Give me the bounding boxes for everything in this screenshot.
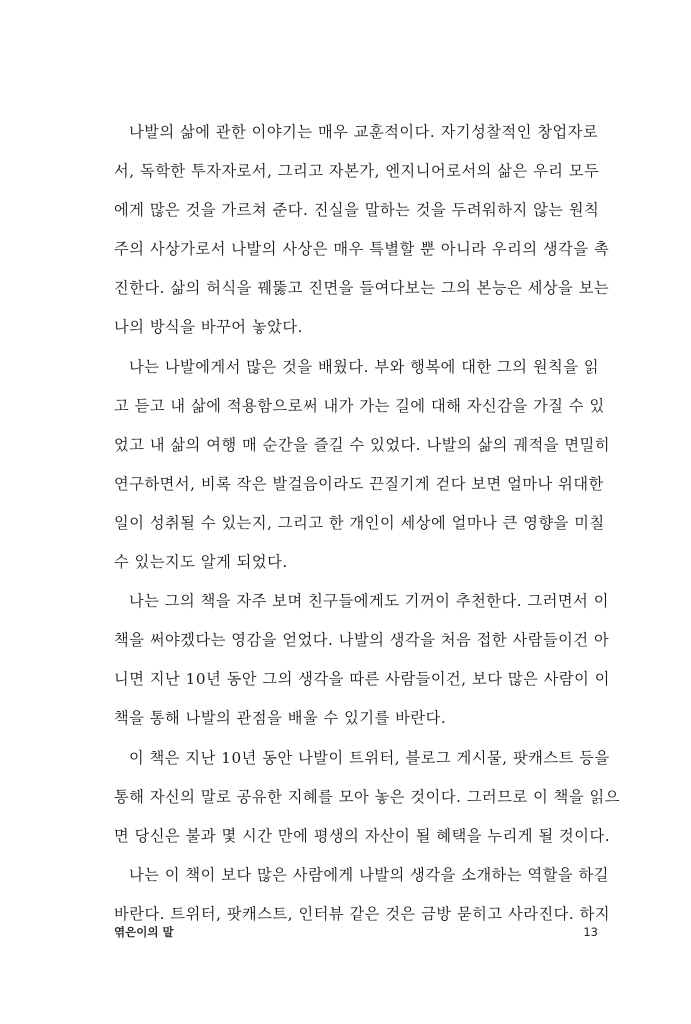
text-line: 니면 지난 10년 동안 그의 생각을 따른 사람들이건, 보다 많은 사람이 이 bbox=[114, 670, 610, 689]
text-line: 수 있는지도 알게 되었다. bbox=[114, 553, 288, 572]
text-line: 나의 방식을 바꾸어 놓았다. bbox=[114, 318, 303, 337]
text-line: 통해 자신의 말로 공유한 지혜를 모아 놓은 것이다. 그러므로 이 책을 읽으 bbox=[114, 787, 620, 806]
text-line: 나발의 삶에 관한 이야기는 매우 교훈적이다. 자기성찰적인 창업자로 bbox=[129, 123, 599, 141]
text-line: 진한다. 삶의 허식을 꿰뚫고 진면을 들여다보는 그의 본능은 세상을 보는 bbox=[114, 279, 610, 298]
text-line: 주의 사상가로서 나발의 사상은 매우 특별할 뿐 아니라 우리의 생각을 촉 bbox=[114, 240, 610, 259]
body-text bbox=[114, 113, 620, 934]
text-line: 연구하면서, 비록 작은 발걸음이라도 끈질기게 걷다 보면 얼마나 위대한 bbox=[114, 474, 604, 493]
text-line: 고 듣고 내 삶에 적용함으로써 내가 가는 길에 대해 자신감을 가질 수 있 bbox=[114, 396, 605, 415]
text-line: 바란다. 트위터, 팟캐스트, 인터뷰 같은 것은 금방 묻히고 사라진다. 하지 bbox=[114, 904, 611, 923]
paragraph-4 bbox=[114, 739, 620, 856]
text-line: 서, 독학한 투자자로서, 그리고 자본가, 엔지니어로서의 삶은 우리 모두 bbox=[114, 162, 600, 181]
text-line: 일이 성취될 수 있는지, 그리고 한 개인이 세상에 얼마나 큰 영향을 미칠 bbox=[114, 513, 605, 532]
page-number: 13 bbox=[583, 925, 598, 939]
text-line: 책을 써야겠다는 영감을 얻었다. 나발의 생각을 처음 접한 사람들이건 아 bbox=[114, 631, 610, 650]
text-line: 책을 통해 나발의 관점을 배울 수 있기를 바란다. bbox=[114, 709, 447, 728]
paragraph-1 bbox=[114, 113, 610, 348]
paragraph-2 bbox=[114, 348, 611, 583]
text-line: 나는 그의 책을 자주 보며 친구들에게도 기꺼이 추천한다. 그러면서 이 bbox=[129, 592, 609, 611]
text-line: 이 책은 지난 10년 동안 나발이 트위터, 블로그 게시물, 팟캐스트 등을 bbox=[129, 748, 610, 767]
text-line: 면 당신은 불과 몇 시간 만에 평생의 자산이 될 혜택을 누리게 될 것이다. bbox=[114, 826, 611, 845]
text-line: 었고 내 삶의 여행 매 순간을 즐길 수 있었다. 나발의 삶의 궤적을 면밀히 bbox=[114, 435, 611, 454]
page-footer bbox=[114, 922, 598, 942]
paragraph-3 bbox=[114, 582, 610, 738]
section-title: 엮은이의 말 bbox=[114, 925, 174, 939]
text-line: 에게 많은 것을 가르쳐 준다. 진실을 말하는 것을 두려워하지 않는 원칙 bbox=[114, 201, 600, 220]
text-line: 나는 나발에게서 많은 것을 배웠다. 부와 행복에 대한 그의 원칙을 읽 bbox=[129, 357, 600, 376]
text-line: 나는 이 책이 보다 많은 사람에게 나발의 생각을 소개하는 역할을 하길 bbox=[129, 865, 609, 884]
